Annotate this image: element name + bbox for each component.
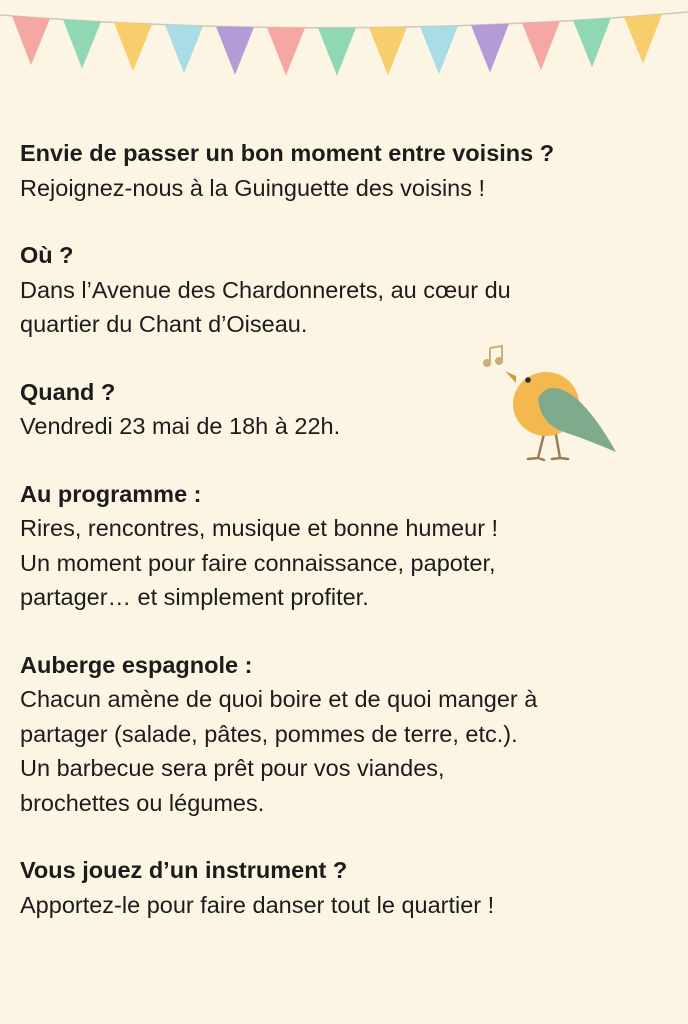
- instrument-heading: Vous jouez d’un instrument ?: [20, 857, 348, 883]
- potluck-heading: Auberge espagnole :: [20, 651, 253, 678]
- program-heading: Au programme :: [20, 480, 202, 507]
- invitation-line: Rejoignez-nous à la Guinguette des voisins !: [20, 174, 486, 201]
- where-heading: Où ?: [20, 242, 74, 268]
- bunting-flag: [216, 26, 254, 74]
- where-line: Dans l’Avenue des Chardonnerets, au cœur du: [20, 276, 511, 303]
- program-line: Rires, rencontres, musique et bonne humeur !: [20, 515, 499, 541]
- bunting-flag: [12, 16, 50, 65]
- where-line: quartier du Chant d’Oiseau.: [20, 311, 308, 337]
- potluck-line: brochettes ou légumes.: [20, 789, 265, 816]
- bunting-flag: [624, 14, 662, 63]
- section-program: [20, 477, 680, 615]
- bunting-flag: [165, 25, 203, 74]
- bunting-flag: [267, 27, 305, 75]
- section-invitation: [20, 136, 680, 205]
- instrument-line: Apportez-le pour faire danser tout le quartier !: [20, 891, 495, 918]
- bunting-flag: [573, 18, 611, 67]
- section-potluck: [20, 648, 680, 821]
- bunting-flag: [522, 21, 560, 70]
- section-when: [20, 375, 680, 444]
- potluck-line: partager (salade, pâtes, pommes de terre, etc.).: [20, 720, 518, 747]
- bunting-flag: [114, 22, 152, 71]
- bunting-flag: [420, 26, 458, 75]
- program-line: partager… et simplement profiter.: [20, 584, 369, 610]
- section-instrument: [20, 853, 680, 922]
- bunting-flag: [471, 24, 509, 73]
- flyer-content: [20, 136, 680, 955]
- bunting-flag: [318, 28, 356, 76]
- program-line: Un moment pour faire connaissance, papoter,: [20, 549, 496, 576]
- section-where: [20, 238, 680, 342]
- bunting-flag: [369, 27, 407, 75]
- potluck-line: Un barbecue sera prêt pour vos viandes,: [20, 755, 445, 781]
- when-heading: Quand ?: [20, 378, 116, 405]
- bunting-decoration: [0, 0, 688, 100]
- when-line: Vendredi 23 mai de 18h à 22h.: [20, 413, 341, 439]
- invitation-heading: Envie de passer un bon moment entre voisins ?: [20, 140, 555, 166]
- bunting-flag: [63, 19, 101, 68]
- potluck-line: Chacun amène de quoi boire et de quoi manger à: [20, 686, 538, 712]
